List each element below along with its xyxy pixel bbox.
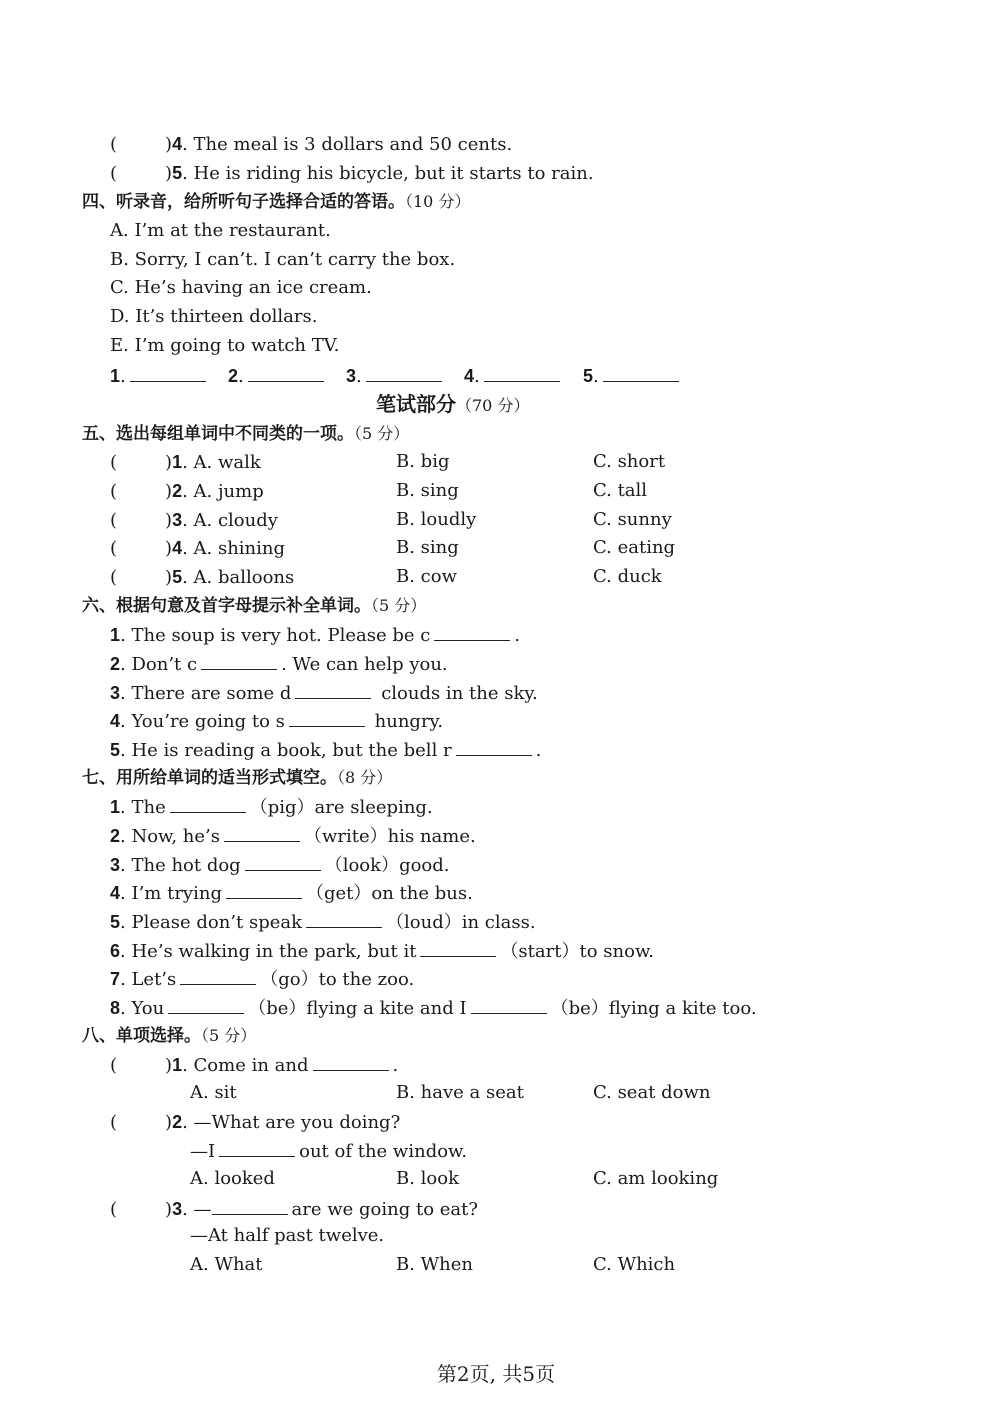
section-5-heading: 五、选出每组单词中不同类的一项。（5 分） [82, 424, 410, 444]
odd-one-row-2: ( )2. A. jump [110, 481, 264, 502]
odd-one-row-3: ( )3. A. cloudy [110, 510, 278, 531]
odd-one-row-1: ( )1. A. walk [110, 452, 261, 473]
verb-form-2: 2. Now, he’s （write）his name. [110, 823, 476, 849]
page-footer: 第2页, 共5页 [436, 1362, 556, 1386]
listening-item-4: ( )4. The meal is 3 dollars and 50 cents. [110, 134, 513, 155]
mc-question-2: ( )2. —What are you doing? [110, 1112, 401, 1133]
verb-form-5: 5. Please don’t speak （loud）in class. [110, 909, 536, 935]
option-b: B. Sorry, I can’t. I can’t carry the box. [110, 249, 456, 270]
blank[interactable] [219, 1138, 295, 1157]
blank[interactable] [456, 737, 532, 756]
answer-blank-3[interactable]: 3. [346, 363, 446, 389]
answer-blank-1[interactable]: 1. [110, 363, 210, 389]
choice-c: C. duck [593, 566, 662, 587]
choice-b: B. look [396, 1168, 460, 1189]
blank[interactable] [420, 938, 496, 957]
choice-c: C. am looking [593, 1168, 719, 1189]
choice-b: B. loudly [396, 509, 477, 530]
blank[interactable] [224, 823, 300, 842]
fill-word-2: 2. Don’t c . We can help you. [110, 651, 448, 677]
answer-blank-5[interactable]: 5. [583, 363, 683, 389]
fill-word-3: 3. There are some d clouds in the sky. [110, 680, 538, 706]
verb-form-1: 1. The （pig）are sleeping. [110, 794, 433, 820]
written-section-title: 笔试部分（70 分） [376, 392, 530, 416]
blank[interactable] [313, 1052, 389, 1071]
listening-item-5: ( )5. He is riding his bicycle, but it starts to rain. [110, 163, 594, 184]
answer-paren[interactable]: ( [110, 134, 118, 155]
blank[interactable] [289, 708, 365, 727]
choice-c: C. sunny [593, 509, 672, 530]
choice-b: B. sing [396, 480, 459, 501]
blank[interactable] [180, 966, 256, 985]
section-6-heading: 六、根据句意及首字母提示补全单词。（5 分） [82, 596, 427, 616]
choice-a: A. looked [190, 1168, 275, 1189]
mc-question-3: ( )3. — are we going to eat? [110, 1196, 478, 1222]
verb-form-4: 4. I’m trying （get）on the bus. [110, 880, 473, 906]
blank[interactable] [201, 651, 277, 670]
blank[interactable] [168, 995, 244, 1014]
odd-one-row-5: ( )5. A. balloons [110, 567, 295, 588]
choice-b: B. cow [396, 566, 457, 587]
section-4-heading: 四、听录音，给所听句子选择合适的答语。（10 分） [82, 192, 471, 212]
answer-blank-4[interactable]: 4. [464, 363, 564, 389]
blank[interactable] [226, 880, 302, 899]
mc-question-3-line2: —At half past twelve. [190, 1225, 385, 1246]
option-a: A. I’m at the restaurant. [110, 220, 331, 241]
choice-b: B. When [396, 1254, 474, 1275]
choice-c: C. seat down [593, 1082, 711, 1103]
option-c: C. He’s having an ice cream. [110, 277, 372, 298]
choice-b: B. have a seat [396, 1082, 524, 1103]
verb-form-6: 6. He’s walking in the park, but it （start）to snow. [110, 938, 654, 964]
answer-paren[interactable]: ( [110, 163, 118, 184]
choice-b: B. big [396, 451, 450, 472]
blank[interactable] [295, 680, 371, 699]
blank[interactable] [245, 852, 321, 871]
choice-a: A. What [190, 1254, 263, 1275]
verb-form-8: 8. You （be）flying a kite and I （be）flying a kite too. [110, 995, 757, 1021]
fill-word-1: 1. The soup is very hot. Please be c . [110, 622, 520, 648]
choice-a: A. sit [190, 1082, 237, 1103]
choice-c: C. Which [593, 1254, 676, 1275]
blank[interactable] [434, 622, 510, 641]
choice-c: C. eating [593, 537, 676, 558]
section-7-heading: 七、用所给单词的适当形式填空。（8 分） [82, 768, 393, 788]
section-8-heading: 八、单项选择。（5 分） [82, 1026, 257, 1046]
blank[interactable] [306, 909, 382, 928]
blank[interactable] [471, 995, 547, 1014]
fill-word-4: 4. You’re going to s hungry. [110, 708, 443, 734]
answer-blank-2[interactable]: 2. [228, 363, 328, 389]
verb-form-3: 3. The hot dog （look）good. [110, 852, 450, 878]
mc-question-1: ( )1. Come in and . [110, 1052, 398, 1078]
choice-c: C. tall [593, 480, 648, 501]
choice-b: B. sing [396, 537, 459, 558]
choice-c: C. short [593, 451, 666, 472]
blank[interactable] [212, 1196, 288, 1215]
option-d: D. It’s thirteen dollars. [110, 306, 318, 327]
verb-form-7: 7. Let’s （go）to the zoo. [110, 966, 414, 992]
blank[interactable] [170, 794, 246, 813]
fill-word-5: 5. He is reading a book, but the bell r . [110, 737, 541, 763]
option-e: E. I’m going to watch TV. [110, 335, 340, 356]
mc-question-2-line2: —I out of the window. [190, 1138, 467, 1164]
odd-one-row-4: ( )4. A. shining [110, 538, 286, 559]
